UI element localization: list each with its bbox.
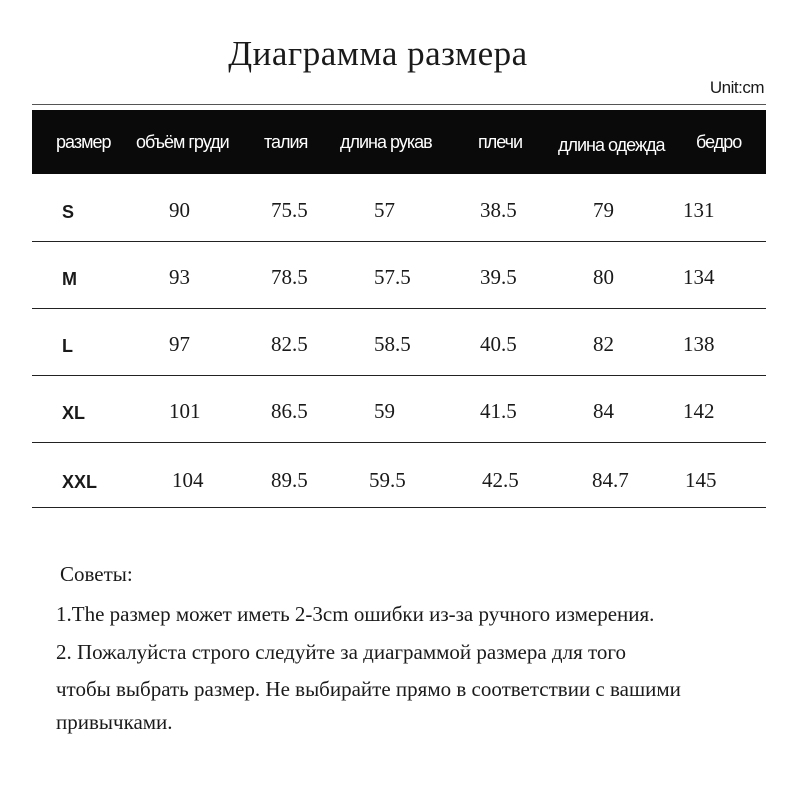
length-cell: 80 (593, 265, 614, 289)
shoulder-cell: 39.5 (480, 265, 517, 289)
tips-title: Советы: (60, 562, 133, 586)
table-row (32, 310, 766, 376)
header-hip: бедро (696, 132, 742, 152)
tip-line: привычками. (56, 710, 173, 734)
chest-cell: 90 (169, 198, 190, 222)
size-cell: S (62, 202, 75, 222)
hip-cell: 142 (683, 399, 715, 423)
hip-cell: 145 (685, 468, 717, 492)
size-cell: XXL (62, 472, 98, 492)
sleeve-cell: 59 (374, 399, 395, 423)
row-divider (32, 241, 766, 242)
chest-cell: 101 (169, 399, 201, 423)
chest-cell: 97 (169, 332, 190, 356)
table-row (32, 377, 766, 443)
shoulder-cell: 40.5 (480, 332, 517, 356)
hip-cell: 138 (683, 332, 715, 356)
unit-label: Unit:cm (709, 78, 764, 97)
sleeve-cell: 57.5 (374, 265, 411, 289)
header-sleeve-length: длина рукав (340, 132, 432, 152)
top-divider (32, 104, 766, 105)
table-row (32, 446, 766, 512)
table-row (32, 243, 766, 309)
sleeve-cell: 58.5 (374, 332, 411, 356)
tip-line: чтобы выбрать размер. Не выбирайте прямо в соответствии с вашими (56, 677, 681, 701)
header-waist: талия (264, 132, 308, 152)
row-divider (32, 507, 766, 508)
sleeve-cell: 59.5 (369, 468, 406, 492)
shoulder-cell: 41.5 (480, 399, 517, 423)
waist-cell: 86.5 (271, 399, 308, 423)
hip-cell: 131 (683, 198, 715, 222)
header-chest: объём груди (136, 132, 229, 152)
length-cell: 84 (593, 399, 614, 423)
waist-cell: 78.5 (271, 265, 308, 289)
waist-cell: 89.5 (271, 468, 308, 492)
chest-cell: 104 (172, 468, 204, 492)
shoulder-cell: 42.5 (482, 468, 519, 492)
shoulder-cell: 38.5 (480, 198, 517, 222)
row-divider (32, 308, 766, 309)
chart-title: Диаграмма размера (228, 34, 528, 73)
tip-line: 2. Пожалуйста строго следуйте за диаграммой размера для того (56, 640, 626, 664)
hip-cell: 134 (683, 265, 715, 289)
sleeve-cell: 57 (374, 198, 395, 222)
waist-cell: 82.5 (271, 332, 308, 356)
size-cell: M (62, 269, 77, 289)
header-shoulders: плечи (478, 132, 523, 152)
header-size: размер (56, 132, 111, 152)
row-divider (32, 442, 766, 443)
length-cell: 82 (593, 332, 614, 356)
row-divider (32, 375, 766, 376)
length-cell: 84.7 (592, 468, 629, 492)
size-cell: L (62, 336, 73, 356)
waist-cell: 75.5 (271, 198, 308, 222)
length-cell: 79 (593, 198, 614, 222)
table-header (32, 110, 766, 174)
size-cell: XL (62, 403, 86, 423)
header-garment-length: длина одежда (558, 135, 665, 155)
tip-line: 1.The размер может иметь 2-3cm ошибки из-за ручного измерения. (56, 602, 655, 626)
chest-cell: 93 (169, 265, 190, 289)
table-row (32, 176, 766, 242)
